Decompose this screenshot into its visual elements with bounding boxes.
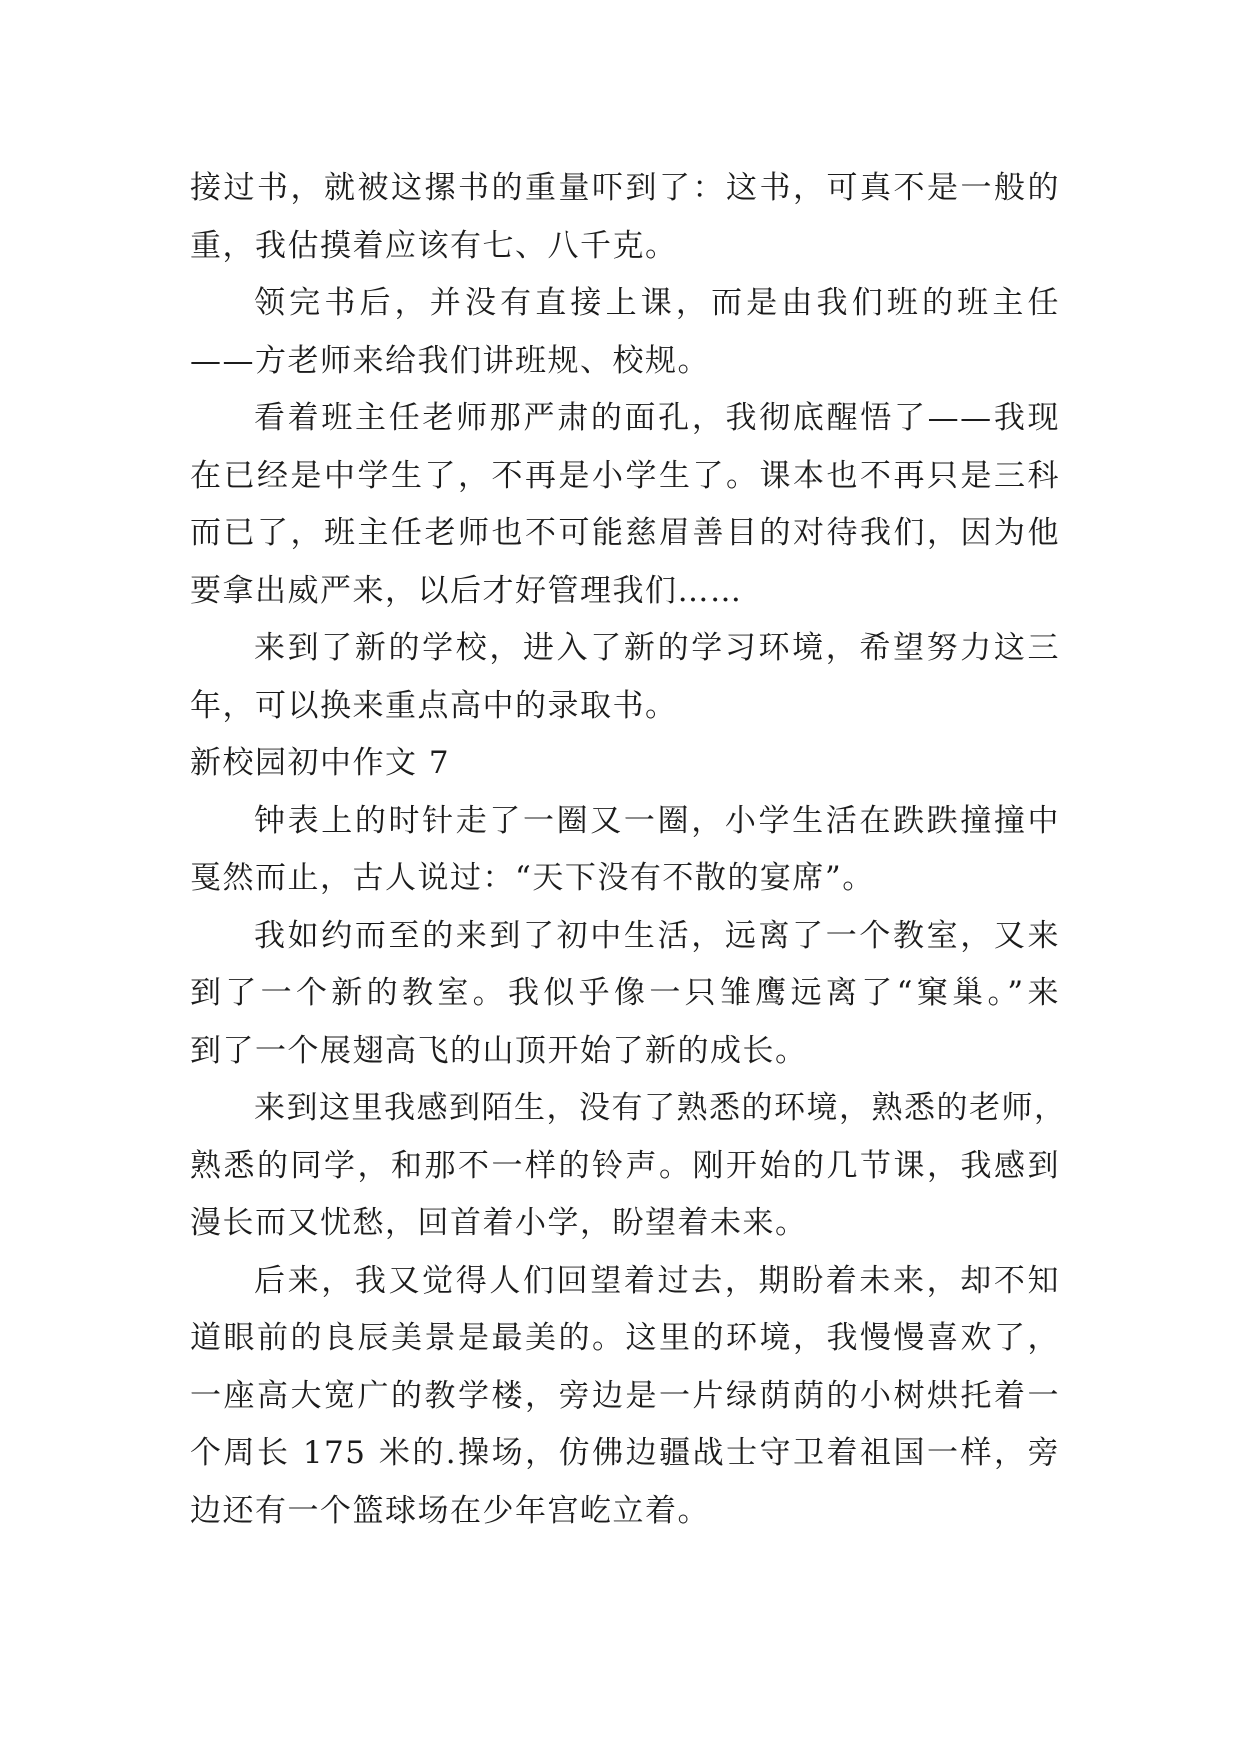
text-line: ——方老师来给我们讲班规、校规。 xyxy=(190,342,710,379)
text-line: 道眼前的良辰美景是最美的。这里的环境，我慢慢喜欢了， xyxy=(190,1320,1060,1356)
paragraph-start-line: 来到了新的学校，进入了新的学习环境，希望努力这三 xyxy=(254,630,1060,666)
text-line: 要拿出威严来，以后才好管理我们…… xyxy=(190,572,743,609)
text-line: 接过书，就被这摞书的重量吓到了：这书，可真不是一般的 xyxy=(190,170,1060,206)
text-line: 到了一个展翅高飞的山顶开始了新的成长。 xyxy=(190,1032,808,1069)
text-line: 边还有一个篮球场在少年宫屹立着。 xyxy=(190,1492,710,1529)
text-line: 到了一个新的教室。我似乎像一只雏鹰远离了“窠巢。”来 xyxy=(190,975,1060,1011)
paragraph-start-line: 钟表上的时针走了一圈又一圈，小学生活在跌跌撞撞中 xyxy=(254,802,1060,839)
text-line: 一座高大宽广的教学楼，旁边是一片绿荫荫的小树烘托着一 xyxy=(190,1377,1060,1414)
text-line: 重，我估摸着应该有七、八千克。 xyxy=(190,227,678,264)
paragraph-start-line: 来到这里我感到陌生，没有了熟悉的环境，熟悉的老师， xyxy=(254,1090,1067,1126)
paragraph-start-line: 领完书后，并没有直接上课，而是由我们班的班主任 xyxy=(254,285,1060,321)
paragraph-start-line: 我如约而至的来到了初中生活，远离了一个教室，又来 xyxy=(254,917,1060,954)
essay-title: 新校园初中作文 7 xyxy=(190,745,451,781)
text-line: 个周长 175 米的.操场，仿佛边疆战士守卫着祖国一样，旁 xyxy=(190,1435,1060,1471)
paragraph-start-line: 看着班主任老师那严肃的面孔，我彻底醒悟了——我现 xyxy=(254,400,1060,436)
paragraph-start-line: 后来，我又觉得人们回望着过去，期盼着未来，却不知 xyxy=(254,1262,1060,1299)
text-line: 漫长而又忧愁，回首着小学，盼望着未来。 xyxy=(190,1205,808,1241)
document-page xyxy=(190,160,1067,1540)
text-line: 年，可以换来重点高中的录取书。 xyxy=(190,687,678,724)
text-line: 戛然而止，古人说过：“天下没有不散的宴席”。 xyxy=(190,860,875,896)
text-line: 熟悉的同学，和那不一样的铃声。刚开始的几节课，我感到 xyxy=(190,1147,1060,1184)
text-line: 而已了，班主任老师也不可能慈眉善目的对待我们，因为他 xyxy=(190,515,1060,551)
text-line: 在已经是中学生了，不再是小学生了。课本也不再只是三科 xyxy=(190,457,1060,494)
